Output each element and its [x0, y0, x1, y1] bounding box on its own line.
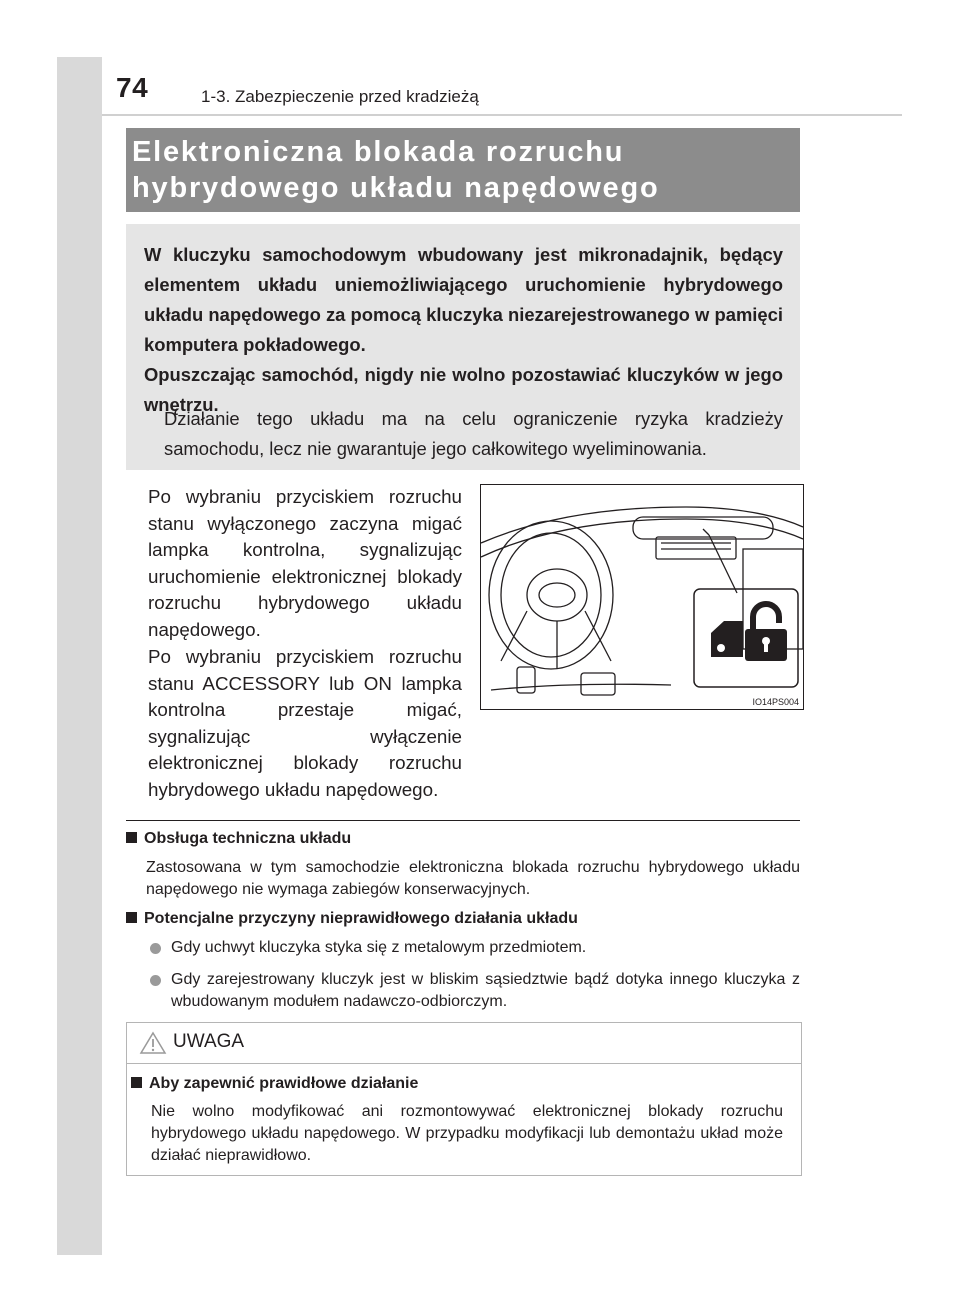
page-number: 74 [116, 72, 149, 103]
dashboard-illustration [480, 484, 804, 710]
square-bullet-icon [126, 912, 137, 923]
warning-text: Nie wolno modyfikować ani rozmontowywać elektronicznej blokady rozruchu hybrydowego układu napędowego. W przypadku modyfikacji lub demontażu układ może działać nieprawidłowo. [151, 1103, 783, 1164]
section-title-line-1: Elektroniczna blokada rozruchu [132, 136, 625, 168]
section-divider [126, 820, 800, 821]
malfunction-bullet-1: Gdy uchwyt kluczyka styka się z metalowym przedmiotem. [171, 939, 587, 956]
malfunction-bullet-2: Gdy zarejestrowany kluczyk jest w bliskim sąsiedztwie bądź dotyka innego kluczyka z wbudowanym modułem nadawczo-odbiorczym. [171, 971, 800, 1010]
warning-box [126, 1022, 802, 1176]
warning-divider [127, 1063, 801, 1064]
figure-code: IO14PS004 [752, 697, 799, 707]
square-bullet-icon [126, 832, 137, 843]
intro-paragraph-1: W kluczyku samochodowym wbudowany jest mikronadajnik, będący elementem układu uniemożliwiającego uruchomienie hybrydowego układu napędowego za pomocą kluczyka niezarejestrowanego w pamięci komputera pokładowego. [144, 244, 783, 355]
intro-box [126, 224, 800, 470]
section-title-line-2: hybrydowego układu napędowego [132, 172, 660, 204]
warning-triangle-icon [139, 1031, 167, 1055]
warning-label: UWAGA [173, 1031, 245, 1052]
body-paragraph-2: Po wybraniu przyciskiem rozruchu stanu ACCESSORY lub ON lampka kontrolna przestaje migać, sygnalizując wyłączenie elektronicznej blokady rozruchu hybrydowego układu napędowego. [148, 646, 462, 800]
circle-bullet-icon [150, 975, 161, 986]
page-side-tab [57, 57, 102, 1255]
subsection-heading-maintenance: Obsługa techniczna układu [126, 830, 351, 848]
section-title-bar [126, 128, 800, 212]
maintenance-text: Zastosowana w tym samochodzie elektroniczna blokada rozruchu hybrydowego układu napędowego nie wymaga zabiegów konserwacyjnych. [146, 859, 800, 898]
chapter-title: 1-3. Zabezpieczenie przed kradzieżą [201, 87, 479, 106]
intro-note: Działanie tego układu ma na celu ograniczenie ryzyka kradzieży samochodu, lecz nie gwarantuje jego całkowitego wyeliminowania. [164, 408, 783, 459]
warning-heading: Aby zapewnić prawidłowe działanie [131, 1075, 418, 1093]
dashboard-drawing [481, 485, 803, 709]
body-paragraph-1: Po wybraniu przyciskiem rozruchu stanu wyłączonego zaczyna migać lampka kontrolna, sygnalizując uruchomienie elektronicznej blokady rozruchu hybrydowego układu napędowego. [148, 486, 462, 640]
square-bullet-icon [131, 1077, 142, 1088]
circle-bullet-icon [150, 943, 161, 954]
immobilizer-indicator-icon [694, 589, 798, 687]
header-divider [102, 114, 902, 116]
subsection-heading-malfunction: Potencjalne przyczyny nieprawidłowego działania układu [126, 910, 578, 928]
intro-paragraph-2: Opuszczając samochód, nigdy nie wolno pozostawiać kluczyków w jego wnętrzu. [144, 364, 783, 415]
